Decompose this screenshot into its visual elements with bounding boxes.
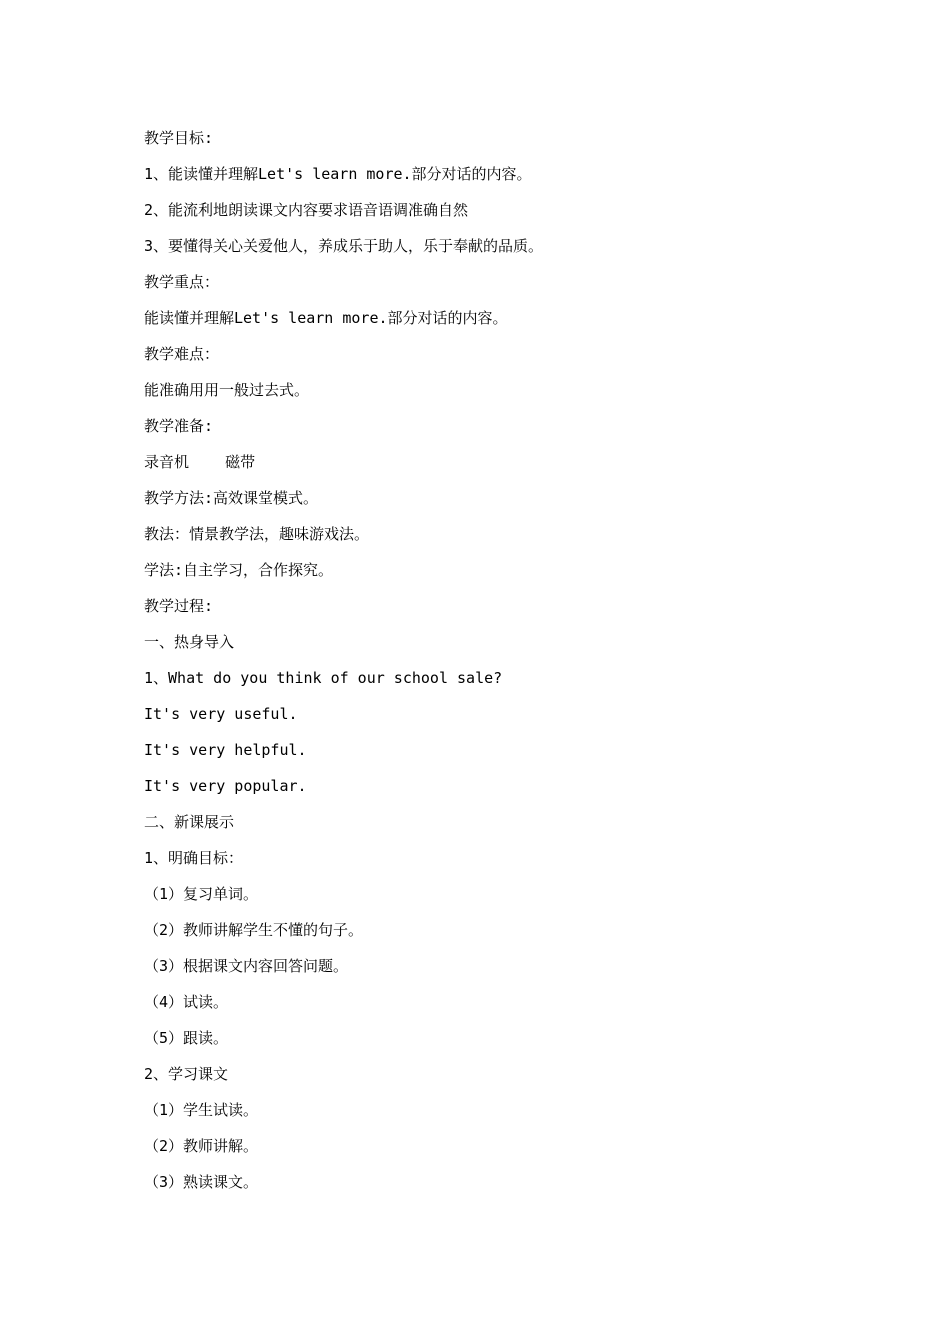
key-points-text: 能读懂并理解Let's learn more.部分对话的内容。 — [144, 309, 508, 327]
heading-teaching-goals: 教学目标: — [144, 129, 214, 147]
preparation-text: 录音机 磁带 — [144, 453, 256, 471]
section-warm-up: 一、热身导入 — [144, 633, 235, 651]
learning-approach: 学法:自主学习，合作探究。 — [144, 561, 334, 579]
document-body — [144, 124, 844, 1204]
goal-step-2: （2）教师讲解学生不懂的句子。 — [144, 921, 364, 939]
heading-preparation: 教学准备: — [144, 417, 214, 435]
goal-step-5: （5）跟读。 — [144, 1029, 229, 1047]
goal-step-4: （4）试读。 — [144, 993, 229, 1011]
goal-step-3: （3）根据课文内容回答问题。 — [144, 957, 349, 975]
teaching-method: 教学方法:高效课堂模式。 — [144, 489, 319, 507]
difficulties-text: 能准确用用一般过去式。 — [144, 381, 310, 399]
section-new-lesson: 二、新课展示 — [144, 813, 235, 831]
subsection-learn-text: 2、学习课文 — [144, 1065, 229, 1083]
heading-key-points: 教学重点： — [144, 273, 220, 291]
warm-up-answer-3: It's very popular. — [144, 777, 307, 795]
teaching-approach: 教法：情景教学法，趣味游戏法。 — [144, 525, 370, 543]
heading-process: 教学过程: — [144, 597, 214, 615]
heading-difficulties: 教学难点： — [144, 345, 220, 363]
warm-up-question: 1、What do you think of our school sale? — [144, 669, 503, 687]
warm-up-answer-2: It's very helpful. — [144, 741, 307, 759]
goal-step-1: （1）复习单词。 — [144, 885, 259, 903]
learn-step-1: （1）学生试读。 — [144, 1101, 259, 1119]
goal-item-1: 1、能读懂并理解Let's learn more.部分对话的内容。 — [144, 165, 532, 183]
goal-item-3: 3、要懂得关心关爱他人，养成乐于助人，乐于奉献的品质。 — [144, 237, 544, 255]
goal-item-2: 2、能流利地朗读课文内容要求语音语调准确自然 — [144, 201, 469, 219]
warm-up-answer-1: It's very useful. — [144, 705, 298, 723]
subsection-clear-goals: 1、明确目标： — [144, 849, 244, 867]
learn-step-3: （3）熟读课文。 — [144, 1173, 259, 1191]
learn-step-2: （2）教师讲解。 — [144, 1137, 259, 1155]
